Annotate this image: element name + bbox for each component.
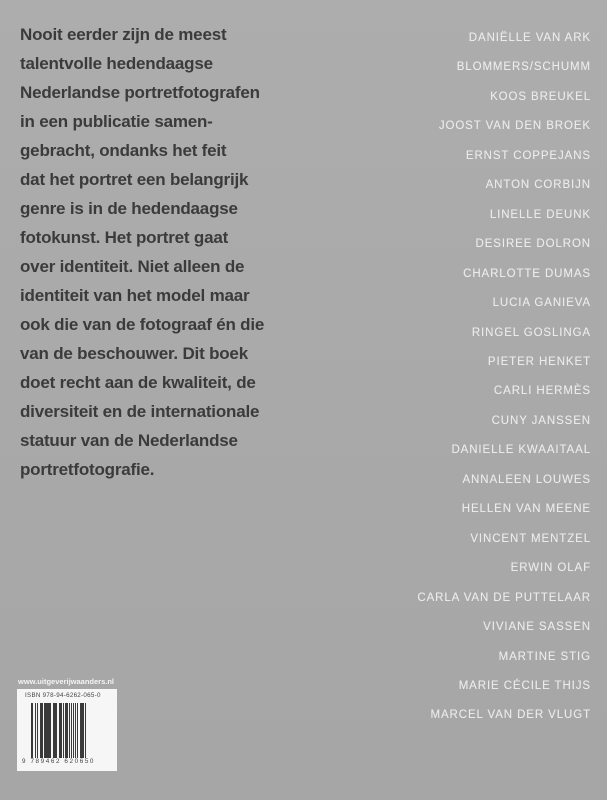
photographer-name: VIVIANE SASSEN: [483, 621, 591, 634]
blurb-text: [20, 20, 320, 484]
blurb-line: doet recht aan de kwaliteit, de: [20, 373, 256, 392]
photographer-name: DANIELLE KWAAITAAL: [451, 444, 591, 457]
photographer-name: CHARLOTTE DUMAS: [463, 267, 591, 280]
blurb-line: over identiteit. Niet alleen de: [20, 257, 245, 276]
barcode-digits: 9 789462 620650: [22, 758, 96, 765]
blurb-line: talentvolle hedendaagse: [20, 54, 213, 73]
photographer-name: BLOMMERS/SCHUMM: [456, 61, 591, 74]
photographer-name: ERNST COPPEJANS: [465, 149, 591, 162]
blurb-line: gebracht, ondanks het feit: [20, 141, 227, 160]
blurb-line: Nederlandse portretfotografen: [20, 83, 260, 102]
photographer-name: MARIE CÉCILE THIJS: [458, 679, 591, 692]
blurb-line: van de beschouwer. Dit boek: [20, 344, 248, 363]
photographer-name: ANTON CORBIJN: [485, 179, 591, 192]
photographer-name: DANIËLLE VAN ARK: [468, 32, 591, 44]
photographer-name: DESIREE DOLRON: [475, 238, 591, 251]
photographer-name: CARLA VAN DE PUTTELAAR: [417, 591, 591, 604]
photographer-name: ANNALEEN LOUWES: [462, 473, 591, 486]
barcode-icon: [31, 703, 107, 758]
isbn-label: ISBN 978-94-6262-065-0: [25, 692, 101, 699]
photographer-name: PIETER HENKET: [487, 355, 591, 368]
blurb-line: portretfotografie.: [20, 460, 155, 479]
publisher-url: www.uitgeverijwaanders.nl: [18, 677, 114, 686]
blurb-line: dat het portret een belangrijk: [20, 170, 249, 189]
blurb-line: in een publicatie samen-: [20, 112, 213, 131]
photographer-list: [417, 24, 591, 731]
blurb-line: statuur van de Nederlandse: [20, 431, 238, 450]
photographer-name: KOOS BREUKEL: [490, 90, 591, 103]
photographer-name: CARLI HERMÈS: [493, 385, 591, 398]
photographer-name: MARCEL VAN DER VLUGT: [430, 709, 591, 722]
blurb-line: ook die van de fotograaf én die: [20, 315, 265, 334]
blurb-line: identiteit van het model maar: [20, 286, 250, 305]
photographer-name: JOOST VAN DEN BROEK: [438, 120, 591, 133]
blurb-line: fotokunst. Het portret gaat: [20, 228, 229, 247]
photographer-name: LINELLE DEUNK: [489, 208, 591, 221]
photographer-name: ERWIN OLAF: [510, 562, 591, 575]
blurb-line: diversiteit en de internationale: [20, 402, 260, 421]
blurb-line: genre is in de hedendaagse: [20, 199, 238, 218]
photographer-name: RINGEL GOSLINGA: [471, 326, 591, 339]
photographer-name: VINCENT MENTZEL: [470, 532, 591, 545]
photographer-name: HELLEN VAN MEENE: [461, 503, 591, 516]
photographer-name: CUNY JANSSEN: [491, 414, 591, 427]
blurb-line: Nooit eerder zijn de meest: [20, 25, 227, 44]
photographer-name: LUCIA GANIEVA: [492, 297, 591, 310]
isbn-barcode: [17, 689, 117, 771]
photographer-name: MARTINE STIG: [498, 650, 591, 663]
